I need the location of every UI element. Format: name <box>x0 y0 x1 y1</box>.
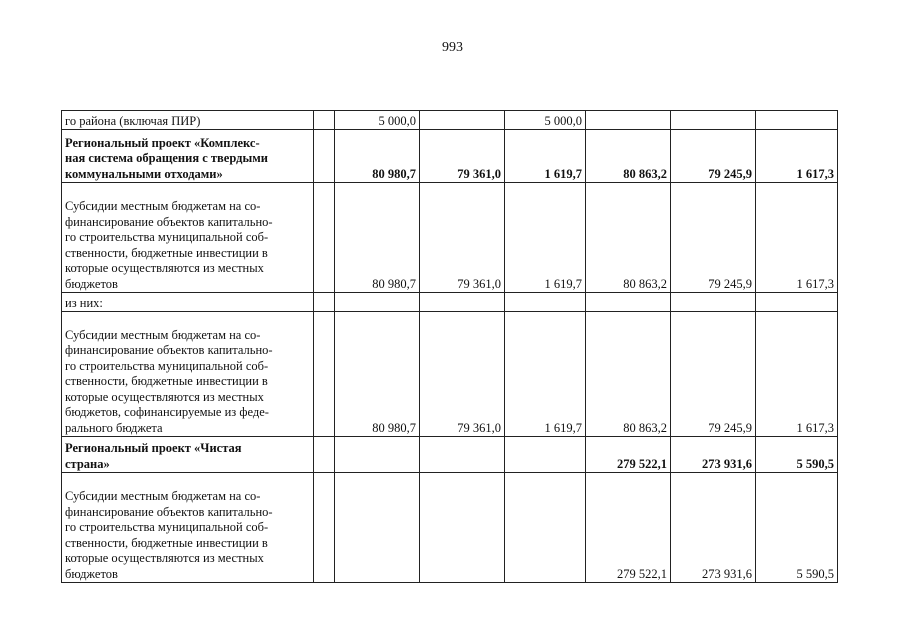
value-cell: 5 000,0 <box>505 111 586 130</box>
value-cell <box>505 293 586 312</box>
value-cell: 273 931,6 <box>671 473 756 583</box>
table-row <box>62 437 838 473</box>
value-cell <box>335 437 420 473</box>
value-cell: 79 245,9 <box>671 183 756 293</box>
row-label: Региональный проект «Комплекс- ная система обращения с твердыми коммунальными отходами» <box>62 130 314 183</box>
value-cell <box>420 437 505 473</box>
table-row <box>62 183 838 293</box>
value-cell <box>420 293 505 312</box>
row-label: Субсидии местным бюджетам на со- финансирование объектов капитально- го строительства муниципальной соб- ственности, бюджетные инвестиции в которые осуществляются из местных бюджетов <box>62 473 314 583</box>
spacer-cell <box>314 437 335 473</box>
spacer-cell <box>314 111 335 130</box>
value-cell: 5 590,5 <box>756 473 838 583</box>
row-label: го района (включая ПИР) <box>62 111 314 130</box>
value-cell <box>671 293 756 312</box>
value-cell: 5 590,5 <box>756 437 838 473</box>
value-cell: 1 617,3 <box>756 183 838 293</box>
value-cell: 1 619,7 <box>505 130 586 183</box>
spacer-cell <box>314 183 335 293</box>
value-cell <box>756 111 838 130</box>
value-cell: 1 617,3 <box>756 130 838 183</box>
budget-table <box>61 110 838 583</box>
value-cell: 5 000,0 <box>335 111 420 130</box>
table-row <box>62 312 838 437</box>
spacer-cell <box>314 473 335 583</box>
value-cell: 1 617,3 <box>756 312 838 437</box>
row-label: Субсидии местным бюджетам на со- финансирование объектов капитально- го строительства муниципальной соб- ственности, бюджетные инвестиции в которые осуществляются из местных бюджетов, софинансируемые из феде- рального бюджета <box>62 312 314 437</box>
spacer-cell <box>314 130 335 183</box>
value-cell <box>586 111 671 130</box>
row-label: из них: <box>62 293 314 312</box>
value-cell: 80 980,7 <box>335 183 420 293</box>
value-cell <box>335 473 420 583</box>
value-cell: 279 522,1 <box>586 473 671 583</box>
value-cell <box>335 293 420 312</box>
table-row <box>62 130 838 183</box>
value-cell: 273 931,6 <box>671 437 756 473</box>
value-cell: 79 361,0 <box>420 312 505 437</box>
row-label: Субсидии местным бюджетам на со- финансирование объектов капитально- го строительства муниципальной соб- ственности, бюджетные инвестиции в которые осуществляются из местных бюджетов <box>62 183 314 293</box>
value-cell <box>505 437 586 473</box>
spacer-cell <box>314 312 335 437</box>
value-cell: 80 980,7 <box>335 312 420 437</box>
value-cell: 80 863,2 <box>586 130 671 183</box>
value-cell: 79 245,9 <box>671 312 756 437</box>
value-cell <box>671 111 756 130</box>
spacer-cell <box>314 293 335 312</box>
value-cell <box>420 111 505 130</box>
value-cell: 79 361,0 <box>420 130 505 183</box>
value-cell <box>505 473 586 583</box>
table-row <box>62 293 838 312</box>
value-cell: 79 361,0 <box>420 183 505 293</box>
table-row <box>62 111 838 130</box>
value-cell: 79 245,9 <box>671 130 756 183</box>
value-cell: 80 980,7 <box>335 130 420 183</box>
value-cell: 1 619,7 <box>505 183 586 293</box>
value-cell: 80 863,2 <box>586 183 671 293</box>
table-row <box>62 473 838 583</box>
row-label: Региональный проект «Чистая страна» <box>62 437 314 473</box>
value-cell <box>586 293 671 312</box>
value-cell: 1 619,7 <box>505 312 586 437</box>
page-number: 993 <box>442 40 463 55</box>
value-cell <box>756 293 838 312</box>
value-cell <box>420 473 505 583</box>
value-cell: 80 863,2 <box>586 312 671 437</box>
value-cell: 279 522,1 <box>586 437 671 473</box>
